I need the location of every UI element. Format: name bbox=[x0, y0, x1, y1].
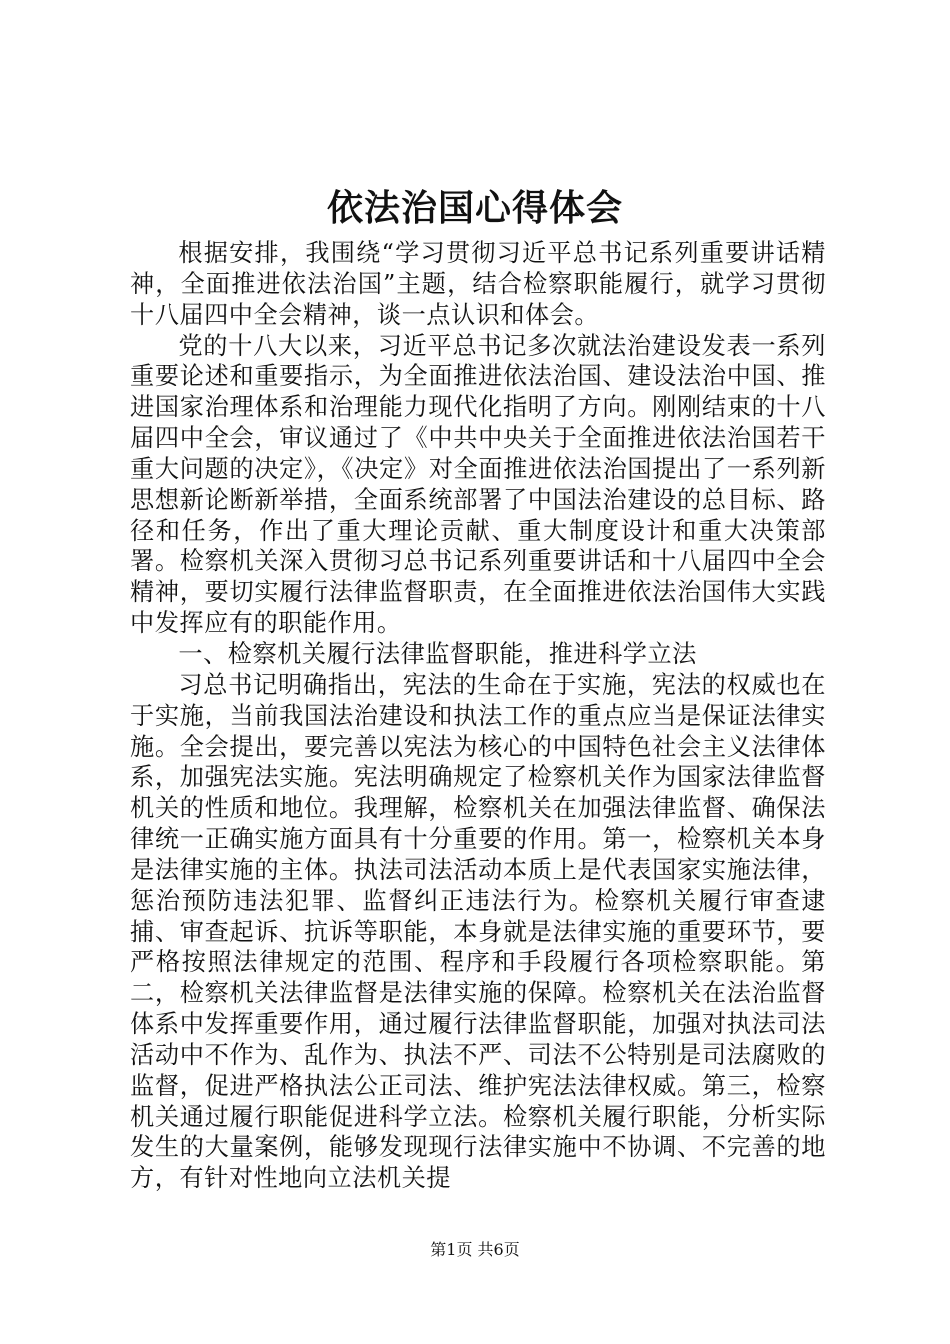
document-body bbox=[130, 238, 826, 1194]
paragraph-intro: 根据安排，我围绕“学习贯彻习近平总书记系列重要讲话精神，全面推进依法治国”主题，结合检察职能履行，就学习贯彻十八届四中全会精神，谈一点认识和体会。 bbox=[130, 239, 826, 329]
page-footer: 第1页 共6页 bbox=[430, 1240, 520, 1259]
paragraph-background: 党的十八大以来，习近平总书记多次就法治建设发表一系列重要论述和重要指示，为全面推进依法治国、建设法治中国、推进国家治理体系和治理能力现代化指明了方向。刚刚结束的十八届四中全会，审议通过了《中共中央关于全面推进依法治国若干重大问题的决定》，《决定》对全面推进依法治国提出了一系列新思想新论断新举措，全面系统部署了中国法治建设的总目标、路径和任务，作出了重大理论贡献、重大制度设计和重大决策部署。检察机关深入贯彻习总书记系列重要讲话和十八届四中全会精神，要切实履行法律监督职责，在全面推进依法治国伟大实践中发挥应有的职能作用。 bbox=[130, 331, 826, 638]
section-heading-1: 一、检察机关履行法律监督职能，推进科学立法 bbox=[178, 639, 697, 668]
paragraph-section-1: 习总书记明确指出，宪法的生命在于实施，宪法的权威也在于实施，当前我国法治建设和执法工作的重点应当是保证法律实施。全会提出，要完善以宪法为核心的中国特色社会主义法律体系，加强宪法实施。宪法明确规定了检察机关作为国家法律监督机关的性质和地位。我理解，检察机关在加强法律监督、确保法律统一正确实施方面具有十分重要的作用。第一，检察机关本身是法律实施的主体。执法司法活动本质上是代表国家实施法律，惩治预防违法犯罪、监督纠正违法行为。检察机关履行审查逮捕、审查起诉、抗诉等职能，本身就是法律实施的重要环节，要严格按照法律规定的范围、程序和手段履行各项检察职能。第二，检察机关法律监督是法律实施的保障。检察机关在法治监督体系中发挥重要作用，通过履行法律监督职能，加强对执法司法活动中不作为、乱作为、执法不严、司法不公特别是司法腐败的监督，促进严格执法公正司法、维护宪法法律权威。第三，检察机关通过履行职能促进科学立法。检察机关履行职能，分析实际发生的大量案例，能够发现现行法律实施中不协调、不完善的地方，有针对性地向立法机关提 bbox=[130, 670, 826, 1193]
document-title: 依法治国心得体会 bbox=[326, 187, 623, 229]
